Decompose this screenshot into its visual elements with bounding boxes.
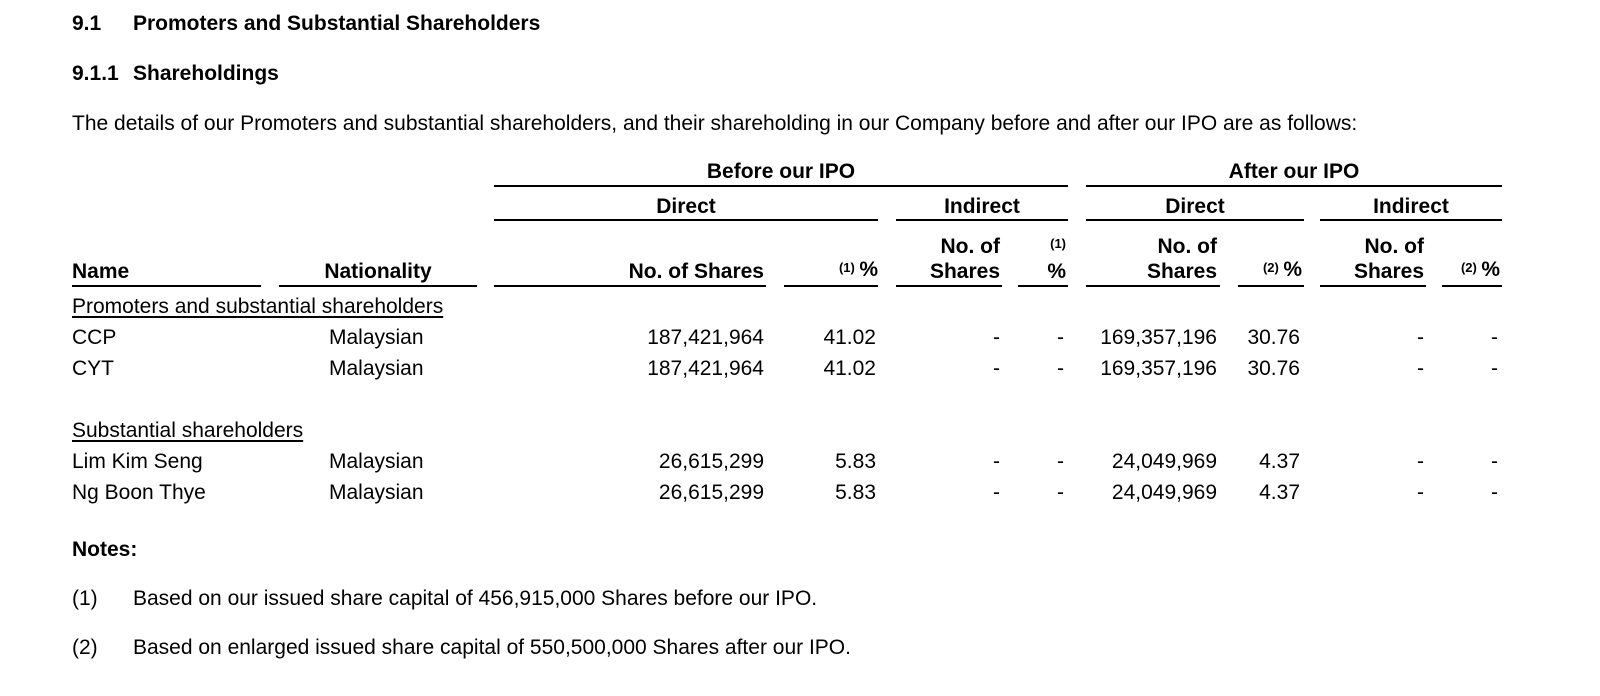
row-after-shares: 169,357,196 — [1100, 357, 1217, 380]
row-after-ind-pct: - — [1491, 481, 1498, 504]
row-nationality: Malaysian — [329, 481, 424, 504]
subsection-title: Shareholdings — [133, 62, 279, 85]
rule-before-indirect — [896, 219, 1068, 221]
col-after-ind-shares-header-1: No. of — [1364, 235, 1424, 258]
col-after-ind-shares-header-2: Shares — [1353, 260, 1424, 283]
col-before-pct-header: $^{(1)}$ % — [838, 258, 878, 281]
row-after-ind-shares: - — [1417, 450, 1424, 473]
col-nationality-header: Nationality — [324, 260, 432, 283]
rule-col-before-pct — [784, 285, 878, 287]
rule-col-before-shares — [494, 285, 766, 287]
row-after-ind-shares: - — [1417, 357, 1424, 380]
col-before-ind-shares-header-1: No. of — [940, 235, 1000, 258]
rule-before-direct — [494, 219, 878, 221]
col-after-shares-header-1: No. of — [1157, 235, 1217, 258]
rule-col-nationality — [279, 285, 477, 287]
col-before-ind-pct-ref: (1) — [1050, 236, 1066, 251]
row-before-ind-pct: - — [1057, 357, 1064, 380]
rule-col-name — [72, 285, 261, 287]
row-before-shares: 26,615,299 — [658, 450, 764, 473]
row-before-ind-pct: - — [1057, 326, 1064, 349]
before-direct-header: Direct — [656, 195, 716, 218]
row-before-ind-shares: - — [993, 326, 1000, 349]
row-before-shares: 26,615,299 — [658, 481, 764, 504]
col-after-ind-pct-header: $^{(2)}$ % — [1460, 258, 1500, 281]
row-name: Ng Boon Thye — [72, 481, 206, 504]
row-name: Lim Kim Seng — [72, 450, 203, 473]
row-before-shares: 187,421,964 — [647, 357, 764, 380]
before-indirect-header: Indirect — [944, 195, 1020, 218]
row-after-shares: 169,357,196 — [1100, 326, 1217, 349]
rule-col-after-ind-shares — [1320, 285, 1426, 287]
row-name: CCP — [72, 326, 117, 349]
col-after-pct-header: $^{(2)}$ % — [1262, 258, 1302, 281]
row-after-ind-shares: - — [1417, 326, 1424, 349]
row-before-pct: 5.83 — [835, 450, 876, 473]
row-after-pct: 30.76 — [1247, 326, 1300, 349]
rule-after-indirect — [1320, 219, 1502, 221]
rule-col-before-ind-pct — [1018, 285, 1068, 287]
rule-col-before-ind-shares — [896, 285, 1002, 287]
row-before-ind-shares: - — [993, 481, 1000, 504]
after-direct-header: Direct — [1165, 195, 1225, 218]
row-before-shares: 187,421,964 — [647, 326, 764, 349]
rule-before-ipo — [494, 185, 1068, 187]
row-after-ind-pct: - — [1491, 326, 1498, 349]
row-before-ind-shares: - — [993, 450, 1000, 473]
section-number: 9.1 — [72, 12, 102, 35]
row-after-ind-pct: - — [1491, 357, 1498, 380]
row-after-ind-shares: - — [1417, 481, 1424, 504]
note-ref: (1) — [72, 587, 98, 610]
notes-heading: Notes: — [72, 538, 138, 561]
row-after-ind-pct: - — [1491, 450, 1498, 473]
row-after-pct: 4.37 — [1259, 481, 1300, 504]
note-text: Based on our issued share capital of 456,915,000 Shares before our IPO. — [133, 587, 818, 610]
row-before-ind-shares: - — [993, 357, 1000, 380]
group-after-ipo: After our IPO — [1228, 160, 1360, 183]
row-nationality: Malaysian — [329, 450, 424, 473]
note-text: Based on enlarged issued share capital of 550,500,000 Shares after our IPO. — [133, 636, 851, 659]
row-nationality: Malaysian — [329, 357, 424, 380]
col-before-ind-pct-header: % — [1047, 260, 1066, 283]
row-before-pct: 5.83 — [835, 481, 876, 504]
col-after-shares-header-2: Shares — [1146, 260, 1217, 283]
rule-after-direct — [1086, 219, 1304, 221]
row-before-pct: 41.02 — [823, 357, 876, 380]
col-before-shares-header: No. of Shares — [628, 260, 764, 283]
row-name: CYT — [72, 357, 114, 380]
row-before-ind-pct: - — [1057, 481, 1064, 504]
row-after-pct: 30.76 — [1247, 357, 1300, 380]
row-after-pct: 4.37 — [1259, 450, 1300, 473]
section-title: Promoters and Substantial Shareholders — [133, 12, 541, 35]
intro-paragraph: The details of our Promoters and substantial shareholders, and their shareholding in our Company before and after our IPO are as follows: — [72, 112, 1358, 135]
col-name-header: Name — [72, 260, 130, 283]
rule-col-after-ind-pct — [1442, 285, 1502, 287]
col-before-ind-shares-header-2: Shares — [929, 260, 1000, 283]
group-before-ipo: Before our IPO — [706, 160, 856, 183]
rule-col-after-shares — [1086, 285, 1220, 287]
row-after-shares: 24,049,969 — [1111, 481, 1217, 504]
group-label-substantial: Substantial shareholders — [72, 419, 304, 442]
row-before-pct: 41.02 — [823, 326, 876, 349]
group-label-promoters: Promoters and substantial shareholders — [72, 295, 444, 318]
note-ref: (2) — [72, 636, 98, 659]
rule-after-ipo — [1086, 185, 1502, 187]
row-after-shares: 24,049,969 — [1111, 450, 1217, 473]
after-indirect-header: Indirect — [1373, 195, 1449, 218]
subsection-number: 9.1.1 — [72, 62, 119, 85]
row-nationality: Malaysian — [329, 326, 424, 349]
row-before-ind-pct: - — [1057, 450, 1064, 473]
rule-col-after-pct — [1238, 285, 1304, 287]
